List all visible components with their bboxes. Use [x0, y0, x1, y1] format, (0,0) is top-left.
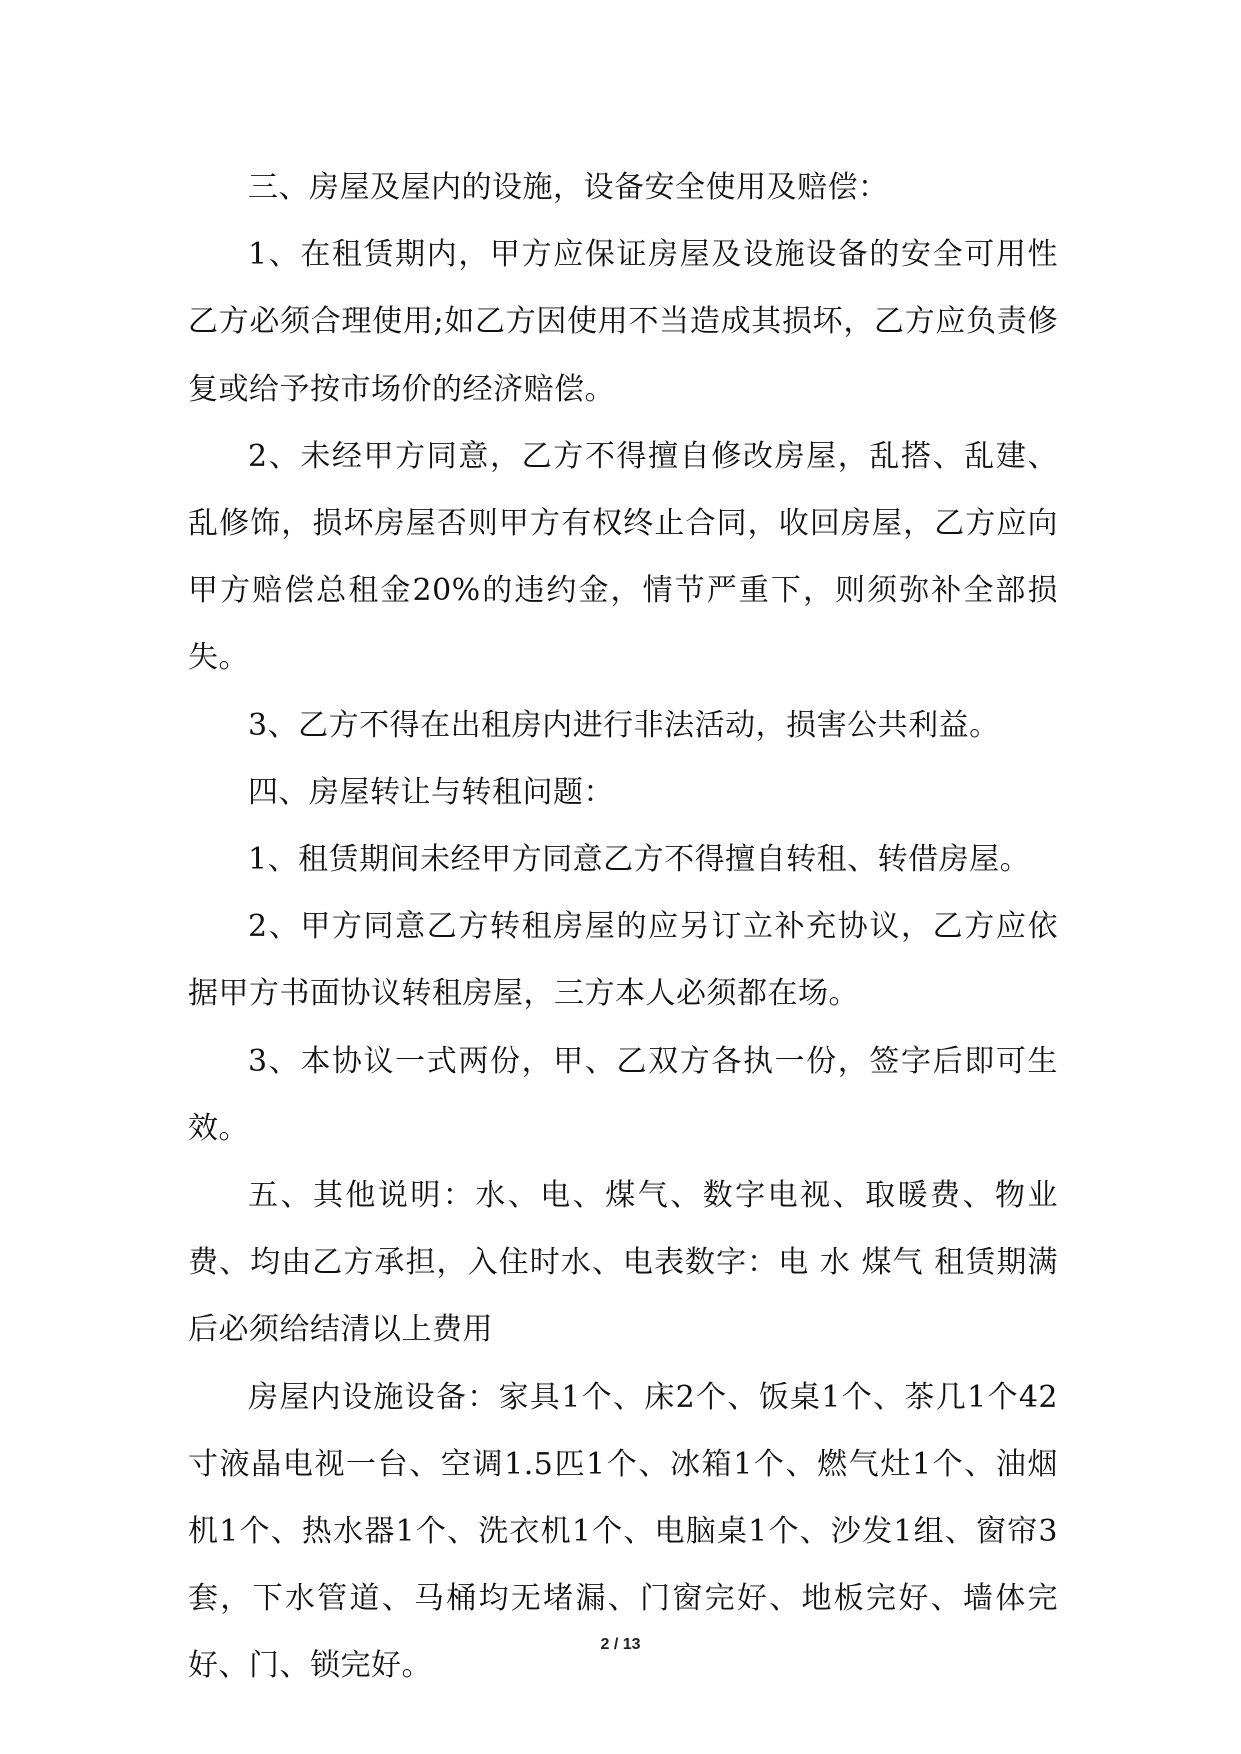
clause-paragraph: 1、在租赁期内，甲方应保证房屋及设施设备的安全可用性乙方必须合理使用;如乙方因使用不当造成其损坏，乙方应负责修复或给予按市场价的经济赔偿。: [188, 237, 1058, 407]
clause-paragraph: 3、本协议一式两份，甲、乙双方各执一份，签字后即可生效。: [188, 1043, 1058, 1146]
clause-paragraph: 1、租赁期间未经甲方同意乙方不得擅自转租、转借房屋。: [248, 842, 1031, 878]
clause-paragraph: 2、未经甲方同意，乙方不得擅自修改房屋，乱搭、乱建、乱修饰，损坏房屋否则甲方有权终止合同，收回房屋，乙方应向甲方赔偿总租金20%的违约金，情节严重下，则须弥补全部损失。: [188, 438, 1058, 676]
clause-paragraph: 3、乙方不得在出租房内进行非法活动，损害公共利益。: [248, 707, 1000, 743]
document-body: [188, 154, 1058, 1700]
clause-paragraph: 2、甲方同意乙方转租房屋的应另订立补充协议，乙方应依据甲方书面协议转租房屋，三方本人必须都在场。: [188, 909, 1058, 1012]
section-heading-other: 五、其他说明：水、电、煤气、数字电视、取暖费、物业费、均由乙方承担，入住时水、电表数字：电 水 煤气 租赁期满后必须给结清以上费用: [188, 1178, 1058, 1348]
section-heading-facilities: 三、房屋及屋内的设施，设备安全使用及赔偿：: [248, 170, 889, 205]
section-heading-transfer: 四、房屋转让与转租问题：: [248, 774, 614, 810]
page-number: 2 / 13: [600, 1636, 641, 1653]
facilities-list-paragraph: 房屋内设施设备：家具1个、床2个、饭桌1个、茶几1个42寸液晶电视一台、空调1.5匹1个、冰箱1个、燃气灶1个、油烟机1个、热水器1个、洗衣机1个、电脑桌1个、沙发1组、窗帘3套，下水管道、马桶均无堵漏、门窗完好、地板完好、墙体完好、门、锁完好。: [188, 1379, 1058, 1684]
